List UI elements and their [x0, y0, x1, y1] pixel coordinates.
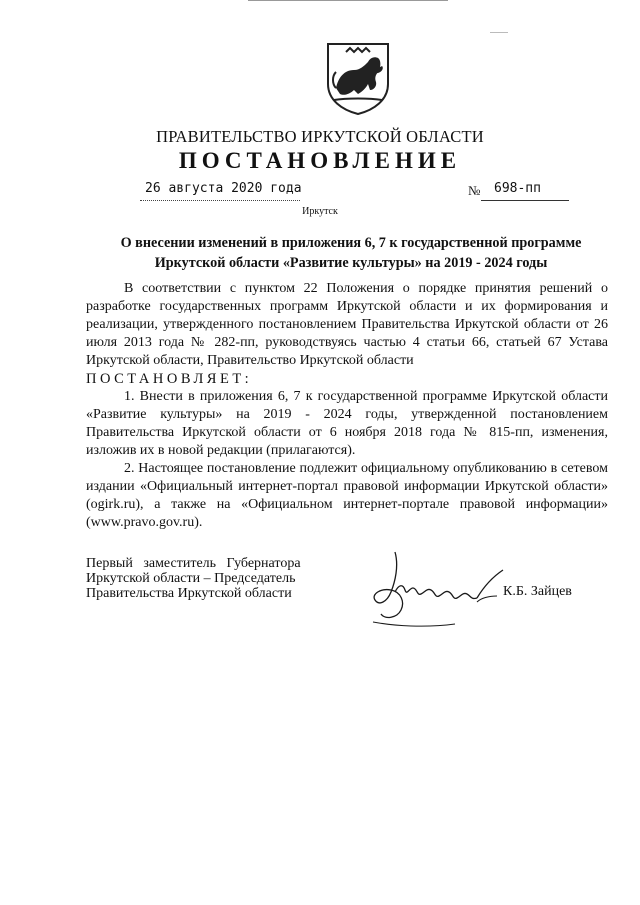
city: Иркутск	[302, 206, 338, 217]
signer-position-line-1: Первый заместитель Губернатора	[86, 556, 301, 571]
government-title: ПРАВИТЕЛЬСТВО ИРКУТСКОЙ ОБЛАСТИ	[156, 127, 484, 146]
scan-artifact-top	[248, 0, 448, 1]
document-type: ПОСТАНОВЛЕНИЕ	[178, 148, 462, 173]
signer-position	[86, 556, 301, 601]
document-heading: О внесении изменений в приложения 6, 7 к государственной программе Иркутской области «Развитие культуры» на 2019 - 2024 годы	[120, 235, 582, 271]
item-1-paragraph: 1. Внести в приложения 6, 7 к государственной программе Иркутской области «Развитие культуры» на 2019 - 2024 годы, утвержденной постановлением Правительства Иркутской области от 6 ноября 2018 года № 815-пп, изменения, изложив их в новой редакции (прилагаются).	[86, 389, 608, 458]
resolves-line: ПОСТАНОВЛЯЕТ:	[86, 371, 253, 387]
number-label: №	[468, 183, 481, 198]
preamble-paragraph: В соответствии с пунктом 22 Положения о порядке принятия решений о разработке государственных программ Иркутской области и их формирования и реализации, утвержденного постановлением Правительства Иркутской области от 26 июля 2013 года № 282-пп, руководствуясь частью 4 статьи 66, статьей 67 Устава Иркутской области, Правительство Иркутской области	[86, 281, 608, 368]
coat-of-arms-icon	[324, 40, 392, 116]
document-date: 26 августа 2020 года	[145, 181, 302, 196]
date-underline	[140, 200, 300, 201]
signer-position-line-3: Правительства Иркутской области	[86, 586, 292, 601]
document-body	[86, 280, 608, 532]
document-number: 698-пп	[494, 181, 541, 196]
number-underline	[481, 200, 569, 201]
signer-position-line-2: Иркутской области – Председатель	[86, 571, 296, 586]
handwritten-signature	[365, 548, 510, 633]
scan-artifact-mark	[490, 32, 508, 33]
item-2-paragraph: 2. Настоящее постановление подлежит официальному опубликованию в сетевом издании «Официальный интернет-портал правовой информации Иркутской области» (ogirk.ru), а также на «Официальном интернет-портале правовой информации» (www.pravo.gov.ru).	[86, 461, 608, 530]
signer-name: К.Б. Зайцев	[503, 584, 572, 599]
